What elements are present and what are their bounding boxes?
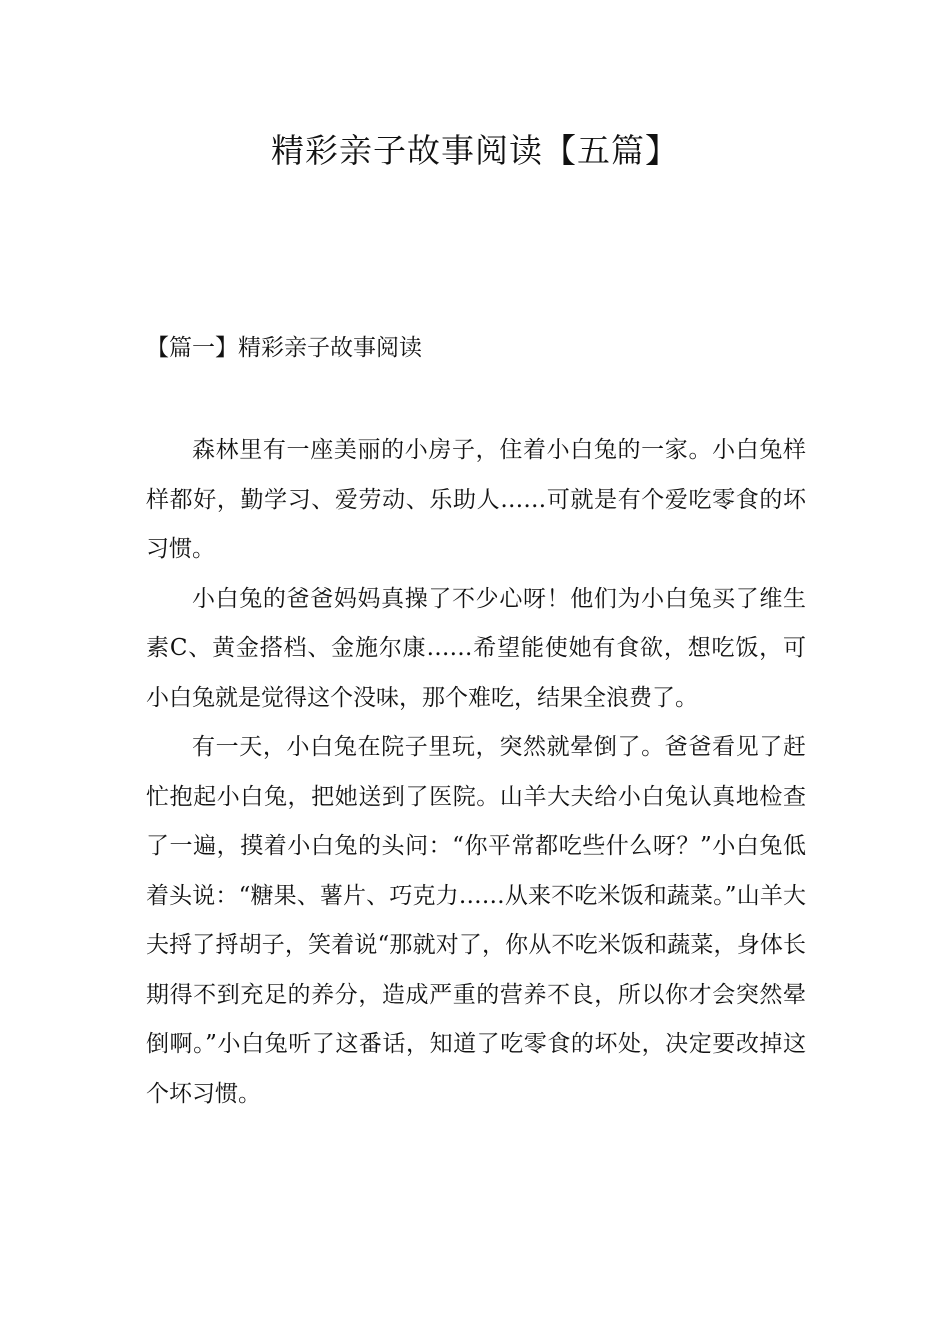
paragraph-1: 森林里有一座美丽的小房子，住着小白兔的一家。小白兔样样都好，勤学习、爱劳动、乐助人……可就是有个爱吃零食的坏习惯。: [146, 437, 806, 562]
paragraph-3: 有一天，小白兔在院子里玩，突然就晕倒了。爸爸看见了赶忙抱起小白兔，把她送到了医院。山羊大夫给小白兔认真地检查了一遍，摸着小白兔的头问：“你平常都吃些什么呀？”小白兔低着头说：“糖果、薯片、巧克力……从来不吃米饭和蔬菜。”山羊大夫捋了捋胡子，笑着说“那就对了，你从不吃米饭和蔬菜，身体长期得不到充足的养分，造成严重的营养不良，所以你才会突然晕倒啊。”小白兔听了这番话，知道了吃零食的坏处，决定要改掉这个坏习惯。: [146, 734, 806, 1107]
section-body: [146, 426, 806, 1119]
document-title: 精彩亲子故事阅读【五篇】: [271, 131, 679, 170]
paragraph-2: 小白兔的爸爸妈妈真操了不少心呀！他们为小白兔买了维生素C、黄金搭档、金施尔康……希望能使她有食欲，想吃饭，可小白兔就是觉得这个没味，那个难吃，结果全浪费了。: [146, 585, 806, 711]
section-heading: 【篇一】精彩亲子故事阅读: [146, 335, 422, 361]
